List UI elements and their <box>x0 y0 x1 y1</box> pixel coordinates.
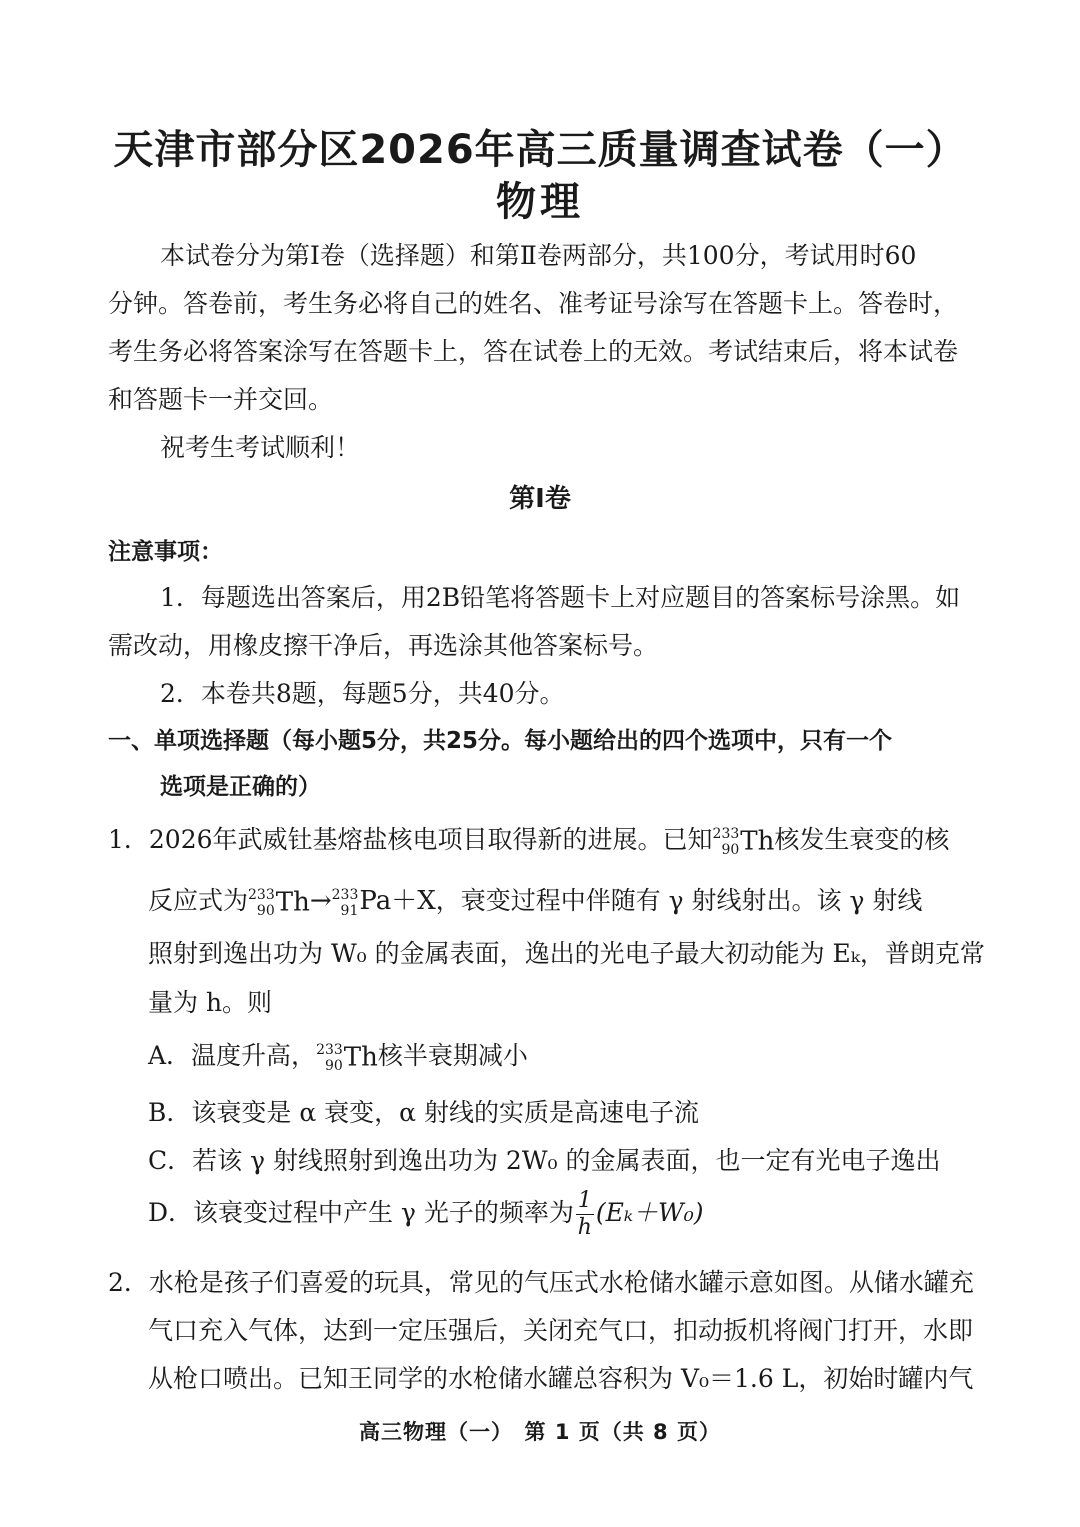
section-1-line-2: 选项是正确的） <box>160 774 321 800</box>
section-1-line-1: 一、单项选择题（每小题5分，共25分。每小题给出的四个选项中，只有一个 <box>108 728 893 754</box>
intro-line-2: 分钟。答卷前，考生务必将自己的姓名、准考证号涂写在答题卡上。答卷时， <box>108 289 959 318</box>
intro-line-1: 本试卷分为第Ⅰ卷（选择题）和第Ⅱ卷两部分，共100分，考试用时60 <box>160 241 917 270</box>
th-nuclide <box>713 825 775 858</box>
note-1-line-1: 1．每题选出答案后，用2B铅笔将答题卡上对应题目的答案标号涂黑。如 <box>160 583 961 612</box>
pa-atomic-number: 91 <box>340 902 359 919</box>
th-mass-number: 233 <box>316 1041 343 1058</box>
pa-mass-number: 233 <box>331 886 359 903</box>
fraction-denominator: h <box>577 1215 592 1240</box>
q1-line-1-post: 核发生衰变的核 <box>774 825 950 854</box>
q1-option-d <box>148 1188 703 1241</box>
q1-line-2-post: ，衰变过程中伴随有 γ 射线射出。该 γ 射线 <box>435 886 923 915</box>
q1-line-1 <box>108 820 949 858</box>
fraction-one-over-h <box>576 1188 594 1241</box>
intro-wish: 祝考生考试顺利！ <box>160 433 361 462</box>
th-atomic-number: 90 <box>256 902 275 919</box>
th-mass-number: 233 <box>712 825 740 842</box>
fraction-numerator: 1 <box>577 1188 592 1213</box>
q1-option-d-post: (Eₖ＋W₀) <box>595 1198 704 1227</box>
q1-option-a-post: 核半衰期减小 <box>377 1041 528 1070</box>
note-2: 2．本卷共8题，每题5分，共40分。 <box>160 679 565 708</box>
note-1-line-2: 需改动，用橡皮擦干净后，再选涂其他答案标号。 <box>108 631 659 660</box>
th-nuclide-option-a <box>316 1041 378 1074</box>
reaction-arrow: → <box>309 886 332 916</box>
q2-line-1: 2．水枪是孩子们喜爱的玩具，常见的气压式水枪储水罐示意如图。从储水罐充 <box>108 1268 974 1297</box>
pa-nuclide <box>332 886 360 919</box>
th-mass-number: 233 <box>248 886 275 903</box>
intro-line-4: 和答题卡一并交回。 <box>108 385 334 414</box>
notes-heading: 注意事项： <box>108 539 223 565</box>
q1-line-3: 照射到逸出功为 W₀ 的金属表面，逸出的光电子最大初动能为 Eₖ，普朗克常 <box>148 939 985 968</box>
q1-option-c: C．若该 γ 射线照射到逸出功为 2W₀ 的金属表面，也一定有光电子逸出 <box>148 1146 941 1175</box>
th-symbol: Th <box>275 887 310 918</box>
q1-line-2 <box>148 880 922 919</box>
th-atomic-number: 90 <box>324 1057 343 1074</box>
q1-line-4: 量为 h。则 <box>148 988 273 1017</box>
q2-line-3: 从枪口喷出。已知王同学的水枪储水罐总容积为 V₀＝1.6 L，初始时罐内气 <box>148 1364 974 1393</box>
pa-plus-x: Pa＋X <box>359 886 436 916</box>
page-footer: 高三物理（一） 第 1 页（共 8 页） <box>359 1420 721 1444</box>
q1-option-a <box>148 1036 528 1074</box>
th-nuclide-reaction <box>248 886 310 919</box>
subject-title: 物理 <box>496 179 584 225</box>
th-symbol: Th <box>343 1042 378 1073</box>
intro-line-3: 考生务必将答案涂写在答题卡上，答在试卷上的无效。考试结束后，将本试卷 <box>108 337 959 366</box>
th-atomic-number: 90 <box>721 841 740 858</box>
volume-heading: 第Ⅰ卷 <box>509 484 571 514</box>
th-symbol: Th <box>740 826 775 857</box>
q1-option-a-pre: A．温度升高， <box>148 1041 317 1070</box>
q1-option-b: B．该衰变是 α 衰变，α 射线的实质是高速电子流 <box>148 1098 699 1127</box>
q1-line-1-pre: 1．2026年武威钍基熔盐核电项目取得新的进展。已知 <box>108 825 713 854</box>
q1-option-d-pre: D．该衰变过程中产生 γ 光子的频率为 <box>148 1198 574 1227</box>
q2-line-2: 气口充入气体，达到一定压强后，关闭充气口，扣动扳机将阀门打开，水即 <box>148 1316 974 1345</box>
exam-title: 天津市部分区2026年高三质量调查试卷（一） <box>113 127 967 173</box>
q1-line-2-pre: 反应式为 <box>148 886 249 915</box>
